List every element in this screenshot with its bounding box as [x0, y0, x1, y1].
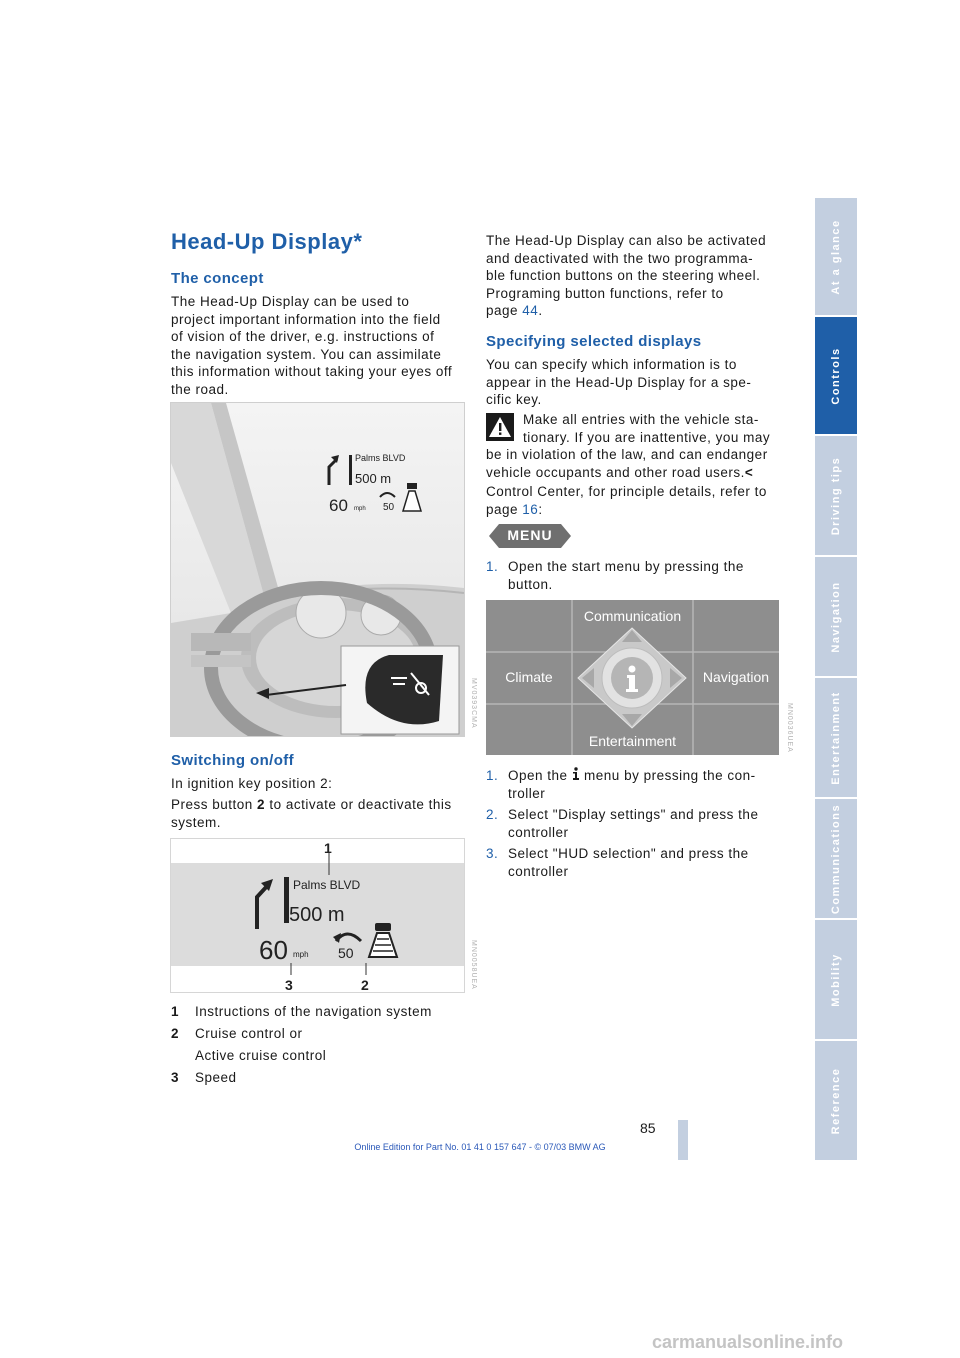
info-icon — [618, 662, 646, 694]
menu-item-communication[interactable]: Communication — [583, 608, 682, 624]
page-link-16[interactable]: 16 — [522, 501, 539, 517]
step-3: 3. Select "HUD selection" and press the controller — [486, 846, 749, 879]
step-list — [486, 767, 796, 880]
hud-setspeed: 50 — [338, 945, 354, 961]
legend-item-3: 3 Speed — [171, 1070, 237, 1085]
hud-speed-small: 60 — [329, 496, 348, 515]
menu-button-label: MENU — [507, 527, 553, 543]
step-1-intro: 1. Open the start menu by pressing the button. — [486, 559, 744, 592]
hud-unit: mph — [293, 950, 309, 959]
hud-distance-small: 500 m — [355, 471, 392, 486]
legend-item-2b: Active cruise control — [195, 1048, 327, 1063]
sidebar-tab-navigation[interactable]: Navigation — [815, 557, 857, 678]
spec-paragraph: You can specify which information is to appear in the Head-Up Display for a spe- cific key. — [486, 357, 752, 407]
hud-distance: 500 m — [289, 904, 345, 926]
cockpit-figure — [170, 402, 465, 737]
menu-item-entertainment[interactable]: Entertainment — [588, 733, 677, 749]
callout-3: 3 — [285, 977, 293, 992]
hud-figure — [170, 838, 465, 993]
section-heading-switching: Switching on/off — [171, 752, 295, 769]
section-heading-concept: The concept — [171, 270, 264, 287]
menu-button[interactable] — [489, 524, 571, 548]
callout-2: 2 — [361, 977, 369, 992]
warning-icon — [486, 413, 514, 441]
sidebar-tab-reference[interactable]: Reference — [815, 1041, 857, 1162]
cockpit-illustration — [171, 403, 464, 736]
hud-speed: 60 — [259, 935, 288, 965]
step-2: 2. Select "Display settings" and press the controller — [486, 807, 759, 840]
footer-edition: Online Edition for Part No. 01 41 0 157 647 - © 07/03 BMW AG — [354, 1142, 606, 1152]
watermark: carmanualsonline.info — [652, 1332, 844, 1352]
callout-1: 1 — [324, 840, 332, 856]
hud-unit-small: mph — [354, 506, 366, 512]
legend-item-1: 1 Instructions of the navigation system — [171, 1004, 432, 1019]
legend-item-2: 2 Cruise control or — [171, 1026, 303, 1041]
control-center-menu — [486, 600, 779, 755]
page-link-44[interactable]: 44 — [522, 303, 539, 318]
switch-text-1: In ignition key position 2: — [171, 776, 333, 791]
sidebar-tab-at-a-glance[interactable]: At a glance — [815, 198, 857, 317]
step-1: 1. Open the menu by pressing the con- troller — [486, 768, 756, 801]
sidebar-tab-entertainment[interactable]: Entertainment — [815, 678, 857, 799]
menu-item-navigation[interactable]: Navigation — [702, 669, 770, 685]
switch-text-2: Press button 2 to activate or deactivate this system. — [171, 797, 452, 830]
sidebar-tab-controls[interactable]: Controls — [815, 317, 857, 436]
warning-text-b: be in violation of the law, and can endanger vehicle occupants and other road users.< — [486, 447, 768, 480]
section-heading-specifying: Specifying selected displays — [486, 333, 702, 350]
figure-code-2: MN0058UEA — [470, 940, 477, 990]
page-title: Head-Up Display* — [171, 229, 363, 254]
hud-street: Palms BLVD — [293, 878, 361, 892]
menu-item-climate[interactable]: Climate — [505, 669, 553, 685]
figure-code-1: MV0393CMA — [470, 678, 477, 729]
cc-paragraph: Control Center, for principle details, refer to page 16: — [486, 484, 767, 517]
hud-setspeed-small: 50 — [383, 502, 395, 513]
figure-code-3: MN0036UEA — [786, 703, 793, 753]
warning-text-a: Make all entries with the vehicle sta- tionary. If you are inattentive, you may — [523, 412, 771, 445]
info-icon-inline — [572, 767, 580, 785]
sidebar-tab-mobility[interactable]: Mobility — [815, 920, 857, 1041]
hud-street-small: Palms BLVD — [355, 453, 406, 463]
sidebar-tab-communications[interactable]: Communications — [815, 799, 857, 920]
page-number-bar — [678, 1120, 688, 1160]
page-number: 85 — [640, 1120, 656, 1136]
intro-paragraph: The Head-Up Display can also be activated and deactivated with the two programma- ble function buttons on the steering wheel. Programing button functions, refer to page 44. — [486, 233, 767, 318]
sidebar-tab-driving-tips[interactable]: Driving tips — [815, 436, 857, 557]
concept-paragraph: The Head-Up Display can be used to project important information into the field of vision of the driver, e.g. instructions of the navigation system. You can assimilate this information without taking your eyes off the road. — [171, 294, 453, 397]
hud-illustration — [171, 839, 464, 992]
